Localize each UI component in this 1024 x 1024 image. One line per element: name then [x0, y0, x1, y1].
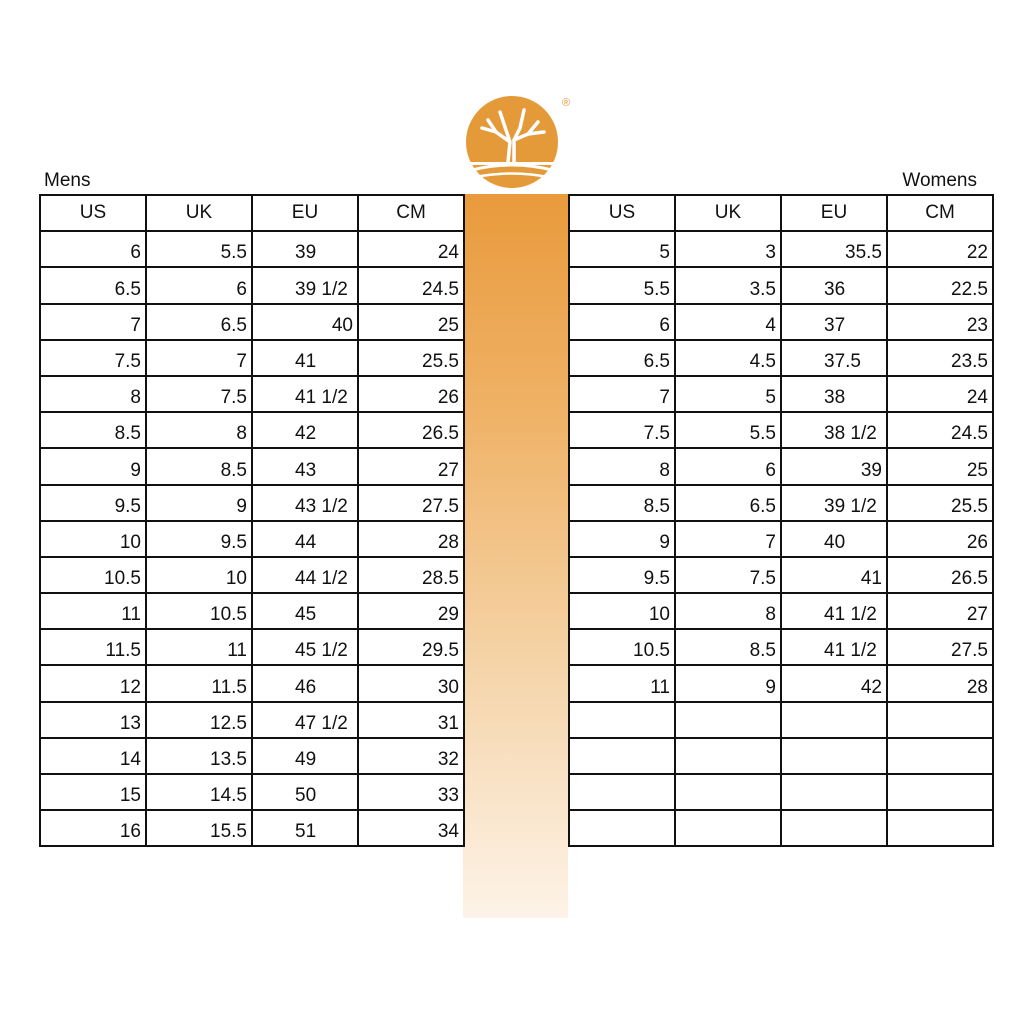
cell-us: [569, 702, 675, 738]
cell-cm: 26: [887, 521, 993, 557]
table-row: [40, 448, 464, 484]
cell-eu: 35.5: [781, 231, 887, 267]
cell-us: 15: [40, 774, 146, 810]
cell-uk: [675, 738, 781, 774]
cell-us: 5.5: [569, 267, 675, 303]
cell-uk: 8.5: [675, 629, 781, 665]
header-us: US: [569, 195, 675, 231]
cell-cm: 26: [358, 376, 464, 412]
cell-cm: 25.5: [887, 485, 993, 521]
cell-us: [569, 738, 675, 774]
cell-cm: 27: [358, 448, 464, 484]
cell-uk: 7: [146, 340, 252, 376]
cell-us: 9.5: [40, 485, 146, 521]
cell-uk: 8: [675, 593, 781, 629]
cell-cm: 28: [887, 665, 993, 701]
cell-eu: 44 1/2: [252, 557, 358, 593]
cell-uk: 11.5: [146, 665, 252, 701]
cell-eu: 39: [781, 448, 887, 484]
header-row: [569, 195, 993, 231]
cell-cm: 25: [358, 304, 464, 340]
table-row: [569, 485, 993, 521]
cell-uk: 9.5: [146, 521, 252, 557]
womens-label: Womens: [902, 170, 977, 191]
cell-cm: 24: [358, 231, 464, 267]
cell-eu: 41 1/2: [781, 629, 887, 665]
cell-cm: [887, 702, 993, 738]
cell-cm: 27.5: [358, 485, 464, 521]
cell-uk: 11: [146, 629, 252, 665]
cell-cm: 29.5: [358, 629, 464, 665]
cell-us: 7: [569, 376, 675, 412]
cell-cm: 34: [358, 810, 464, 846]
cell-uk: 3.5: [675, 267, 781, 303]
cell-cm: 29: [358, 593, 464, 629]
table-row: [40, 485, 464, 521]
cell-us: 7: [40, 304, 146, 340]
cell-cm: 33: [358, 774, 464, 810]
cell-uk: 9: [675, 665, 781, 701]
cell-cm: 28.5: [358, 557, 464, 593]
cell-eu: 41 1/2: [781, 593, 887, 629]
cell-cm: 26.5: [887, 557, 993, 593]
cell-us: 7.5: [569, 412, 675, 448]
table-row: [569, 340, 993, 376]
cell-eu: 47 1/2: [252, 702, 358, 738]
cell-eu: [781, 702, 887, 738]
cell-eu: 44: [252, 521, 358, 557]
cell-eu: 39 1/2: [252, 267, 358, 303]
womens-size-table: [568, 194, 994, 847]
table-row: [40, 412, 464, 448]
cell-eu: 49: [252, 738, 358, 774]
table-row: [40, 376, 464, 412]
cell-eu: 41: [252, 340, 358, 376]
table-row: [569, 738, 993, 774]
header-cm: CM: [887, 195, 993, 231]
cell-cm: 24.5: [887, 412, 993, 448]
cell-uk: 6: [146, 267, 252, 303]
cell-us: 9: [569, 521, 675, 557]
cell-eu: 41 1/2: [252, 376, 358, 412]
header-eu: EU: [252, 195, 358, 231]
cell-eu: 45 1/2: [252, 629, 358, 665]
table-row: [40, 702, 464, 738]
cell-us: 9: [40, 448, 146, 484]
cell-uk: 7.5: [146, 376, 252, 412]
header-uk: UK: [146, 195, 252, 231]
cell-uk: 5.5: [146, 231, 252, 267]
table-row: [569, 376, 993, 412]
tree-logo-icon: [462, 90, 572, 190]
cell-eu: [781, 738, 887, 774]
table-row: [40, 304, 464, 340]
cell-us: 9.5: [569, 557, 675, 593]
cell-us: 12: [40, 665, 146, 701]
cell-uk: 4: [675, 304, 781, 340]
cell-us: [569, 810, 675, 846]
table-row: [40, 629, 464, 665]
cell-uk: 14.5: [146, 774, 252, 810]
header-uk: UK: [675, 195, 781, 231]
cell-us: 8: [40, 376, 146, 412]
table-row: [569, 702, 993, 738]
cell-uk: 8.5: [146, 448, 252, 484]
cell-cm: 26.5: [358, 412, 464, 448]
header-row: [40, 195, 464, 231]
cell-uk: 7.5: [675, 557, 781, 593]
table-row: [569, 231, 993, 267]
table-row: [569, 557, 993, 593]
table-row: [569, 593, 993, 629]
table-row: [569, 629, 993, 665]
table-row: [569, 304, 993, 340]
table-row: [569, 521, 993, 557]
cell-us: 6.5: [40, 267, 146, 303]
cell-us: 13: [40, 702, 146, 738]
table-row: [569, 412, 993, 448]
mens-label: Mens: [44, 170, 91, 191]
cell-us: 10: [40, 521, 146, 557]
cell-uk: 15.5: [146, 810, 252, 846]
cell-eu: 41: [781, 557, 887, 593]
cell-uk: [675, 702, 781, 738]
cell-uk: 9: [146, 485, 252, 521]
cell-us: 6: [569, 304, 675, 340]
cell-cm: 32: [358, 738, 464, 774]
cell-eu: 39 1/2: [781, 485, 887, 521]
cell-eu: 43 1/2: [252, 485, 358, 521]
cell-us: 6.5: [569, 340, 675, 376]
table-row: [40, 231, 464, 267]
cell-cm: 24: [887, 376, 993, 412]
cell-cm: 28: [358, 521, 464, 557]
cell-us: 11.5: [40, 629, 146, 665]
cell-eu: 36: [781, 267, 887, 303]
cell-uk: 6.5: [675, 485, 781, 521]
cell-cm: 23: [887, 304, 993, 340]
cell-eu: 40: [781, 521, 887, 557]
table-row: [569, 810, 993, 846]
cell-eu: 43: [252, 448, 358, 484]
cell-us: 8: [569, 448, 675, 484]
cell-us: 8.5: [569, 485, 675, 521]
cell-eu: 38 1/2: [781, 412, 887, 448]
cell-cm: 25.5: [358, 340, 464, 376]
cell-us: 10.5: [569, 629, 675, 665]
cell-eu: 45: [252, 593, 358, 629]
cell-uk: 3: [675, 231, 781, 267]
table-row: [569, 774, 993, 810]
table-row: [569, 267, 993, 303]
cell-us: 5: [569, 231, 675, 267]
cell-us: 11: [40, 593, 146, 629]
cell-eu: 40: [252, 304, 358, 340]
cell-us: 7.5: [40, 340, 146, 376]
cell-cm: 22.5: [887, 267, 993, 303]
cell-us: 10: [569, 593, 675, 629]
cell-uk: 10.5: [146, 593, 252, 629]
cell-cm: [887, 774, 993, 810]
cell-eu: 39: [252, 231, 358, 267]
header-us: US: [40, 195, 146, 231]
cell-cm: 23.5: [887, 340, 993, 376]
cell-uk: 6.5: [146, 304, 252, 340]
table-row: [40, 738, 464, 774]
table-row: [40, 665, 464, 701]
registered-mark: ®: [562, 97, 571, 109]
table-row: [569, 665, 993, 701]
table-row: [40, 557, 464, 593]
cell-uk: 6: [675, 448, 781, 484]
cell-uk: 7: [675, 521, 781, 557]
cell-eu: [781, 810, 887, 846]
table-row: [40, 340, 464, 376]
cell-cm: 30: [358, 665, 464, 701]
table-row: [40, 267, 464, 303]
cell-us: 14: [40, 738, 146, 774]
table-row: [569, 448, 993, 484]
cell-uk: 10: [146, 557, 252, 593]
cell-eu: 38: [781, 376, 887, 412]
cell-cm: 22: [887, 231, 993, 267]
header-eu: EU: [781, 195, 887, 231]
cell-cm: 27.5: [887, 629, 993, 665]
cell-us: [569, 774, 675, 810]
cell-us: 8.5: [40, 412, 146, 448]
cell-eu: 37: [781, 304, 887, 340]
cell-us: 16: [40, 810, 146, 846]
cell-us: 10.5: [40, 557, 146, 593]
cell-eu: 51: [252, 810, 358, 846]
table-row: [40, 593, 464, 629]
cell-cm: 25: [887, 448, 993, 484]
cell-cm: 27: [887, 593, 993, 629]
cell-us: 11: [569, 665, 675, 701]
cell-eu: 50: [252, 774, 358, 810]
cell-uk: 5: [675, 376, 781, 412]
cell-eu: [781, 774, 887, 810]
table-row: [40, 521, 464, 557]
table-row: [40, 774, 464, 810]
cell-eu: 46: [252, 665, 358, 701]
cell-uk: [675, 810, 781, 846]
cell-cm: 24.5: [358, 267, 464, 303]
mens-size-table: [39, 194, 465, 847]
cell-cm: [887, 738, 993, 774]
cell-eu: 42: [781, 665, 887, 701]
cell-us: 6: [40, 231, 146, 267]
cell-uk: 4.5: [675, 340, 781, 376]
cell-cm: 31: [358, 702, 464, 738]
cell-cm: [887, 810, 993, 846]
divider-gradient-bar: [463, 194, 568, 918]
cell-uk: 5.5: [675, 412, 781, 448]
header-cm: CM: [358, 195, 464, 231]
cell-eu: 37.5: [781, 340, 887, 376]
cell-uk: [675, 774, 781, 810]
cell-uk: 13.5: [146, 738, 252, 774]
cell-uk: 12.5: [146, 702, 252, 738]
table-row: [40, 810, 464, 846]
cell-eu: 42: [252, 412, 358, 448]
cell-uk: 8: [146, 412, 252, 448]
